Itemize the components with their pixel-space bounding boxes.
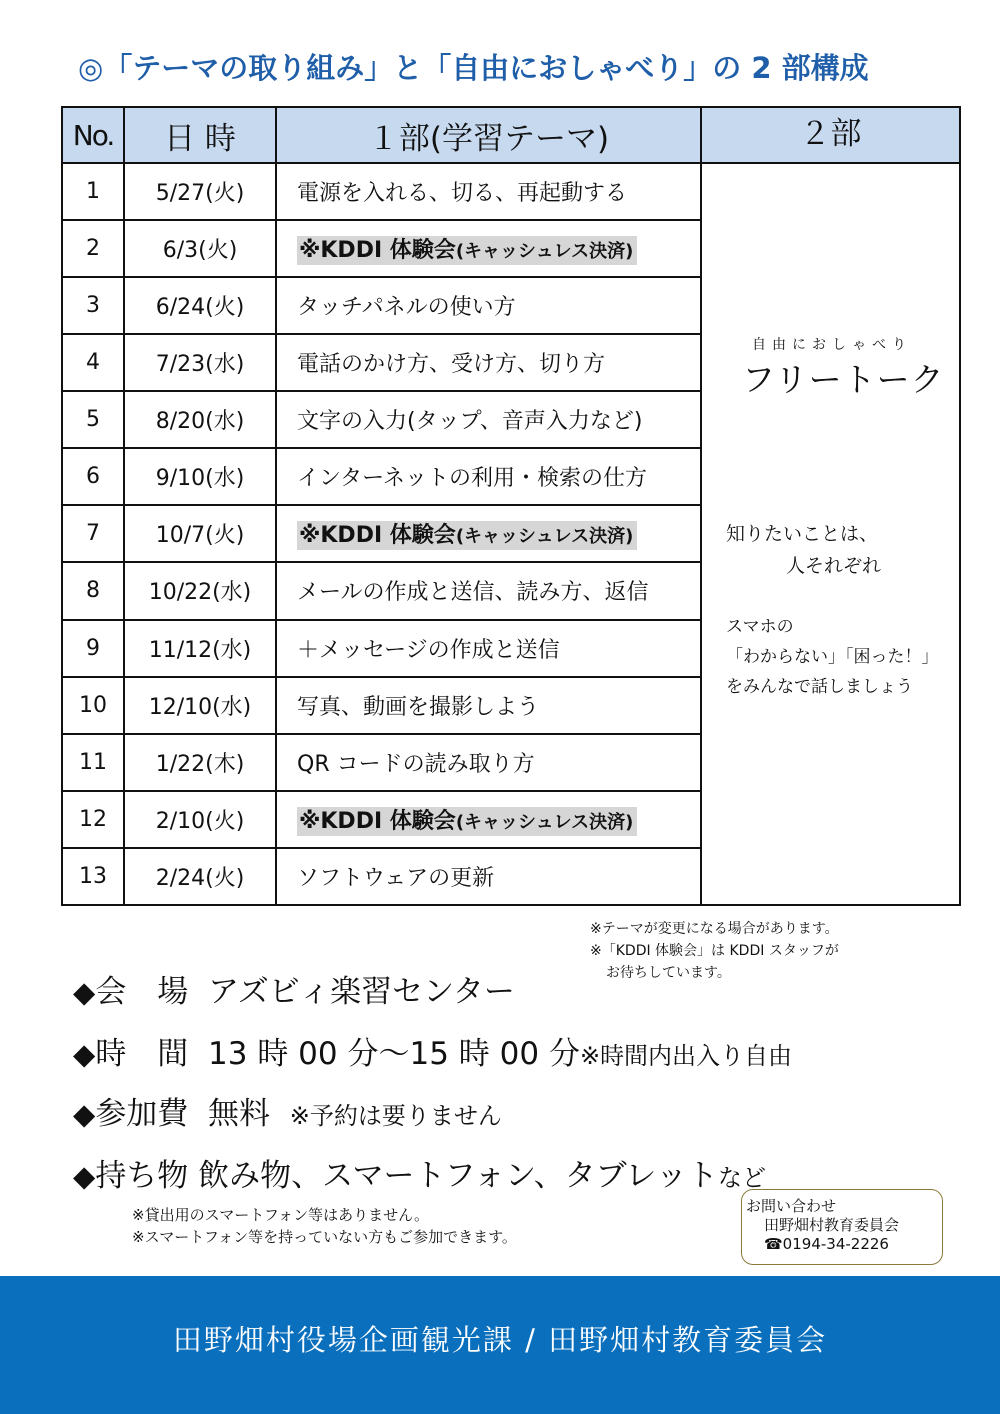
- info-time: [73, 1028, 792, 1073]
- row-theme: インターネットの利用・検索の仕方: [276, 448, 701, 505]
- table-header-row: [62, 107, 960, 163]
- header-part1: １部(学習テーマ): [276, 107, 701, 163]
- kddi-event-highlight: [297, 236, 637, 265]
- venue-value: アズビィ楽習センター: [208, 974, 515, 1010]
- row-date: 6/3(火): [124, 220, 276, 277]
- row-number: 2: [62, 220, 124, 277]
- kddi-event-subtitle: (キャッシュレス決済): [455, 526, 634, 548]
- contact-org: 田野畑村教育委員会: [764, 1216, 900, 1234]
- kddi-event-label: ※KDDI 体験会: [299, 808, 456, 834]
- footer-banner: [0, 1276, 1000, 1414]
- fee-note: ※予約は要りません: [289, 1102, 502, 1130]
- row-date: 5/27(火): [124, 163, 276, 220]
- time-value: 13 時 00 分～15 時 00 分: [208, 1036, 580, 1072]
- footer-organizers: 田野畑村役場企画観光課 / 田野畑村教育委員会: [172, 1323, 828, 1357]
- row-date: 8/20(水): [124, 391, 276, 448]
- kddi-event-highlight: [297, 807, 637, 836]
- row-number: 8: [62, 562, 124, 619]
- kddi-event-label: ※KDDI 体験会: [299, 523, 456, 549]
- row-date: 12/10(水): [124, 677, 276, 734]
- row-date: 9/10(水): [124, 448, 276, 505]
- row-theme: メールの作成と送信、読み方、返信: [276, 562, 701, 619]
- free-talk-ruby: 自由におしゃべり: [752, 337, 912, 353]
- row-theme: ソフトウェアの更新: [276, 848, 701, 905]
- row-number: 1: [62, 163, 124, 220]
- row-number: 11: [62, 734, 124, 791]
- row-date: 10/22(水): [124, 562, 276, 619]
- row-theme: 電話のかけ方、受け方、切り方: [276, 334, 701, 391]
- note-no-rental: ※貸出用のスマートフォン等はありません。: [132, 1206, 429, 1224]
- row-number: 6: [62, 448, 124, 505]
- row-number: 9: [62, 620, 124, 677]
- kddi-event-label: ※KDDI 体験会: [299, 238, 456, 264]
- info-venue: [73, 966, 515, 1011]
- fee-value: 無料: [208, 1096, 271, 1132]
- page-heading: ◎「テーマの取り組み」と「自由におしゃべり」の 2 部構成: [78, 51, 869, 85]
- row-date: 6/24(火): [124, 277, 276, 334]
- row-date: 2/10(火): [124, 791, 276, 848]
- venue-label: 会 場: [95, 974, 189, 1010]
- header-date: 日 時: [124, 107, 276, 163]
- part2-text-line: スマホの: [726, 617, 794, 637]
- items-note: など: [718, 1164, 767, 1192]
- diamond-icon: ◆: [73, 1097, 96, 1131]
- row-theme: 写真、動画を撮影しよう: [276, 677, 701, 734]
- kddi-event-subtitle: (キャッシュレス決済): [455, 811, 634, 833]
- info-items: [73, 1150, 766, 1195]
- diamond-icon: ◆: [73, 975, 96, 1009]
- row-number: 10: [62, 677, 124, 734]
- row-theme: 電源を入れる、切る、再起動する: [276, 163, 701, 220]
- part2-text-line: 「わからない」「困った！」: [726, 647, 939, 667]
- note-theme-change: ※テーマが変更になる場合があります。: [590, 921, 839, 937]
- table-row: [62, 163, 960, 220]
- row-theme: [276, 220, 701, 277]
- row-theme: [276, 791, 701, 848]
- time-label: 時 間: [95, 1036, 189, 1072]
- row-date: 7/23(水): [124, 334, 276, 391]
- row-date: 11/12(水): [124, 620, 276, 677]
- schedule-table: [61, 106, 961, 906]
- note-kddi-staff: ※「KDDI 体験会」は KDDI スタッフが: [590, 943, 839, 959]
- row-date: 1/22(木): [124, 734, 276, 791]
- fee-label: 参加費: [95, 1096, 189, 1132]
- time-note: ※時間内出入り自由: [579, 1042, 793, 1070]
- row-theme: ＋メッセージの作成と送信: [276, 620, 701, 677]
- free-talk-title: フリートーク: [742, 360, 945, 399]
- row-number: 13: [62, 848, 124, 905]
- part2-text-line: をみんなで話しましょう: [726, 677, 913, 697]
- contact-phone: ☎0194-34-2226: [764, 1235, 889, 1253]
- row-theme: QR コードの読み取り方: [276, 734, 701, 791]
- header-part2: ２部: [701, 107, 960, 163]
- row-theme: [276, 505, 701, 562]
- items-label: 持ち物: [95, 1158, 189, 1194]
- row-date: 2/24(火): [124, 848, 276, 905]
- part2-text-line: 人それぞれ: [786, 555, 882, 577]
- row-number: 12: [62, 791, 124, 848]
- info-fee: [73, 1088, 502, 1133]
- contact-box: [741, 1189, 943, 1265]
- row-theme: タッチパネルの使い方: [276, 277, 701, 334]
- kddi-event-highlight: [297, 521, 637, 550]
- items-value: 飲み物、スマートフォン、タブレット: [198, 1158, 719, 1194]
- header-no: No.: [62, 107, 124, 163]
- row-number: 5: [62, 391, 124, 448]
- row-number: 3: [62, 277, 124, 334]
- kddi-event-subtitle: (キャッシュレス決済): [455, 241, 634, 263]
- part2-text-line: 知りたいことは、: [726, 523, 879, 545]
- part2-cell: [701, 163, 960, 905]
- row-theme: 文字の入力(タップ、音声入力など): [276, 391, 701, 448]
- note-kddi-staff-cont: お待ちしています。: [606, 965, 731, 981]
- diamond-icon: ◆: [73, 1159, 96, 1193]
- row-date: 10/7(火): [124, 505, 276, 562]
- note-no-device-ok: ※スマートフォン等を持っていない方もご参加できます。: [132, 1228, 517, 1246]
- row-number: 4: [62, 334, 124, 391]
- diamond-icon: ◆: [73, 1037, 96, 1071]
- contact-title: お問い合わせ: [746, 1197, 837, 1215]
- row-number: 7: [62, 505, 124, 562]
